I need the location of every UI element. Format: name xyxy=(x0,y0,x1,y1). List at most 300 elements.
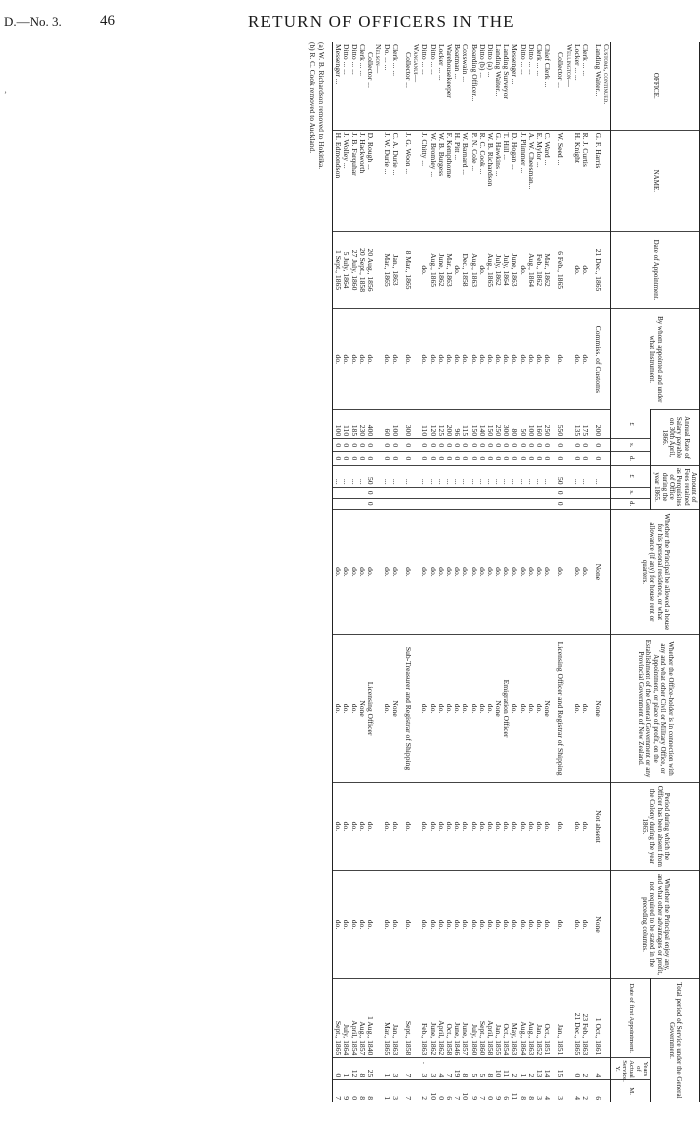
salary-pounds-unit: £ xyxy=(611,410,651,439)
cell-years: 25 xyxy=(366,1058,374,1080)
cell-by-whom: do. xyxy=(437,309,445,410)
cell-name: J. W. Durie ... xyxy=(382,130,390,231)
empty-cell xyxy=(374,465,382,487)
cell-months: 8 xyxy=(527,1080,535,1102)
cell-date: do. xyxy=(420,232,428,309)
cell-by-whom: do. xyxy=(453,309,461,410)
cell-other-office: do. xyxy=(535,635,543,783)
cell-other-office: do. xyxy=(461,635,469,783)
cell-fees-pounds: ... xyxy=(461,465,469,487)
cell-date: Mar., 1865 xyxy=(382,232,390,309)
cell-house: do. xyxy=(358,509,366,635)
cell-fees-pounds: ... xyxy=(420,465,428,487)
cell-years: 15 xyxy=(556,1058,564,1080)
cell-office: Clerk ... ... xyxy=(535,44,545,77)
table-row xyxy=(342,42,350,1102)
cell-emoluments: do. xyxy=(469,871,477,979)
cell-fees-pounds: ... xyxy=(581,465,589,487)
cell-salary-pounds: 125 xyxy=(437,410,445,439)
cell-salary-pounds: 115 xyxy=(461,410,469,439)
cell-first-appointment: Jan., 1855 xyxy=(494,978,502,1057)
cell-salary-pounds: 230 xyxy=(358,410,366,439)
empty-cell xyxy=(564,871,572,979)
cell-fees-pounds: ... xyxy=(350,465,358,487)
cell-first-appointment: Sept., 1860 xyxy=(478,978,486,1057)
cell-other-office: None xyxy=(594,635,602,783)
cell-years: 2 xyxy=(581,1058,589,1080)
cell-absent: do. xyxy=(437,782,445,870)
cell-office: Ditto (b) ... xyxy=(477,44,487,78)
cell-other-office: do. xyxy=(382,635,390,783)
cell-salary-pounds: 250 xyxy=(543,410,551,439)
cell-by-whom: do. xyxy=(556,309,564,410)
cell-salary-shillings: 0 xyxy=(358,439,366,452)
cell-by-whom: do. xyxy=(420,309,428,410)
col-emoluments: Whether the Principal enjoy any, and what other advantages or profit, not required to be stated in the preceding columns. xyxy=(611,871,700,979)
cell-house: None xyxy=(594,509,602,635)
page-header xyxy=(0,10,700,40)
cell-fees-pence xyxy=(573,498,581,509)
cell-first-appointment: 23 Feb., 1863 xyxy=(581,978,589,1057)
empty-cell xyxy=(602,509,611,635)
cell-by-whom: do. xyxy=(350,309,358,410)
cell-date: 1 Sept., 1865 xyxy=(333,232,342,309)
cell-fees-pence xyxy=(437,498,445,509)
cell-fees-shillings xyxy=(445,487,453,498)
cell-salary-shillings: 0 xyxy=(535,439,543,452)
cell-office: Ditto ... ... xyxy=(420,44,430,75)
cell-absent: do. xyxy=(420,782,428,870)
cell-fees-pence xyxy=(535,498,543,509)
cell-months: 8 xyxy=(518,1080,526,1102)
empty-cell xyxy=(412,130,420,231)
cell-house: do. xyxy=(510,509,518,635)
cell-name: C. A. Durie ... xyxy=(391,130,399,231)
cell-fees-pence xyxy=(350,498,358,509)
cell-date: Aug., 1865 xyxy=(428,232,436,309)
cell-salary-pence: 0 xyxy=(494,452,502,465)
cell-name: D. Hogan ... xyxy=(510,130,518,231)
cell-other-office: do. xyxy=(510,635,518,783)
table-row xyxy=(333,42,342,1102)
cell-years: 10 xyxy=(494,1058,502,1080)
cell-salary-pence: 0 xyxy=(573,452,581,465)
cell-months: 10 xyxy=(461,1080,469,1102)
cell-fees-pence xyxy=(518,498,526,509)
cell-absent: do. xyxy=(350,782,358,870)
table-row xyxy=(510,42,518,1102)
cell-absent: do. xyxy=(461,782,469,870)
cell-absent: do. xyxy=(486,782,494,870)
empty-cell xyxy=(602,439,611,452)
cell-house: do. xyxy=(486,509,494,635)
cell-years: 8 xyxy=(461,1058,469,1080)
cell-first-appointment: Jan., 1852 xyxy=(535,978,543,1057)
cell-fees-shillings xyxy=(382,487,390,498)
cell-months: 1 xyxy=(382,1080,390,1102)
cell-salary-pounds: 120 xyxy=(428,410,436,439)
cell-date: 21 Dec., 1865 xyxy=(594,232,602,309)
cell-salary-pence: 0 xyxy=(581,452,589,465)
section-row xyxy=(374,42,382,1102)
cell-salary-pounds: 100 xyxy=(527,410,535,439)
cell-months: 6 xyxy=(594,1080,602,1102)
cell-months: 4 xyxy=(573,1080,581,1102)
empty-cell xyxy=(564,309,572,410)
empty-cell xyxy=(602,232,611,309)
cell-emoluments: do. xyxy=(437,871,445,979)
cell-name: J. Wolley ... xyxy=(342,130,350,231)
cell-salary-pence: 0 xyxy=(518,452,526,465)
empty-cell xyxy=(602,487,611,498)
col-years xyxy=(611,1058,651,1080)
cell-office: Messenger ... xyxy=(333,42,342,130)
cell-fees-shillings xyxy=(391,487,399,498)
cell-months: 3 xyxy=(391,1080,399,1102)
cell-years: 7 xyxy=(445,1058,453,1080)
cell-first-appointment: Oct., 1858 xyxy=(445,978,453,1057)
footnote-a: (a) W. B. Richardson removed to Hokitika. xyxy=(317,42,327,170)
cell-house: do. xyxy=(342,509,350,635)
cell-other-office: do. xyxy=(453,635,461,783)
cell-salary-pounds: 110 xyxy=(342,410,350,439)
table-row xyxy=(469,42,477,1102)
cell-emoluments: do. xyxy=(420,871,428,979)
cell-fees-shillings xyxy=(478,487,486,498)
cell-salary-pence: 0 xyxy=(510,452,518,465)
cell-other-office: do. xyxy=(428,635,436,783)
empty-cell xyxy=(602,1080,611,1102)
cell-absent: do. xyxy=(358,782,366,870)
cell-months: 8 xyxy=(358,1080,366,1102)
empty-cell xyxy=(374,978,382,1057)
cell-by-whom: do. xyxy=(428,309,436,410)
cell-emoluments: do. xyxy=(453,871,461,979)
empty-cell xyxy=(374,452,382,465)
cell-date: 27 July, 1860 xyxy=(350,232,358,309)
cell-salary-pence: 0 xyxy=(594,452,602,465)
empty-cell xyxy=(602,452,611,465)
cell-office: Ditto ... ... xyxy=(518,44,528,75)
cell-fees-pence xyxy=(420,498,428,509)
table-row xyxy=(453,42,461,1102)
cell-first-appointment: June, 1857 xyxy=(461,978,469,1057)
cell-years: 0 xyxy=(333,1058,342,1080)
cell-emoluments: do. xyxy=(535,871,543,979)
cell-first-appointment: Oct., 1854 xyxy=(502,978,510,1057)
cell-fees-pounds: ... xyxy=(518,465,526,487)
table-row xyxy=(461,42,469,1102)
cell-by-whom: do. xyxy=(404,309,412,410)
cell-salary-pounds: 160 xyxy=(535,410,543,439)
cell-date: Jan., 1863 xyxy=(391,232,399,309)
cell-fees-shillings xyxy=(333,487,342,498)
cell-office: Clerk ... ... xyxy=(358,44,368,77)
spacer-cell xyxy=(399,498,404,509)
cell-name: E. Mylor ... xyxy=(535,130,543,231)
cell-salary-shillings: 0 xyxy=(510,439,518,452)
cell-years: 4 xyxy=(437,1058,445,1080)
cell-fees-pence xyxy=(428,498,436,509)
cell-fees-pounds: ... xyxy=(478,465,486,487)
cell-office: Warehousekeeper xyxy=(444,44,454,98)
cell-office: Ditto (a) ... xyxy=(485,44,495,78)
cell-office: Locker ... ... xyxy=(436,44,446,81)
cell-first-appointment: Sept., 1865 xyxy=(333,978,342,1057)
cell-house: do. xyxy=(350,509,358,635)
cell-first-appointment: June, 1846 xyxy=(453,978,461,1057)
cell-emoluments: do. xyxy=(342,871,350,979)
table-row xyxy=(358,42,366,1102)
cell-by-whom: do. xyxy=(486,309,494,410)
cell-absent: do. xyxy=(391,782,399,870)
table-row xyxy=(478,42,486,1102)
cell-fees-pounds: ... xyxy=(453,465,461,487)
cell-salary-pounds: 185 xyxy=(350,410,358,439)
table-row xyxy=(382,42,390,1102)
cell-office: Boarding Officer... xyxy=(469,44,479,102)
cell-salary-pounds: 140 xyxy=(478,410,486,439)
empty-cell xyxy=(412,498,420,509)
cell-salary-pounds: 135 xyxy=(573,410,581,439)
cell-name: G. F. Harris xyxy=(594,130,602,231)
cell-other-office: do. xyxy=(478,635,486,783)
cell-by-whom: do. xyxy=(382,309,390,410)
cell-salary-pence: 0 xyxy=(445,452,453,465)
cell-date: do. xyxy=(518,232,526,309)
cell-salary-pence: 0 xyxy=(382,452,390,465)
cell-other-office: Licensing Officer and Registrar of Shipping xyxy=(556,635,564,783)
cell-months: 7 xyxy=(478,1080,486,1102)
cell-office: Clerk ... ... xyxy=(390,44,400,77)
cell-name: A. W. Cheesman... xyxy=(527,130,535,231)
margin-mark: · xyxy=(422,1058,425,1068)
cell-first-appointment: Jan., 1863 xyxy=(391,978,399,1057)
cell-name: D. Rough ... xyxy=(366,130,374,231)
empty-cell xyxy=(412,465,420,487)
cell-by-whom: do. xyxy=(581,309,589,410)
section-label: Wellington— xyxy=(564,44,574,87)
cell-salary-pounds: 550 xyxy=(556,410,564,439)
cell-salary-shillings: 0 xyxy=(382,439,390,452)
cell-date: 5 July, 1864 xyxy=(342,232,350,309)
cell-salary-pounds: 110 xyxy=(420,410,428,439)
cell-salary-shillings: 0 xyxy=(461,439,469,452)
cell-date: do. xyxy=(581,232,589,309)
col-by-whom: By whom appointed and under what Instrument. xyxy=(611,309,700,410)
cell-salary-shillings: 0 xyxy=(478,439,486,452)
empty-cell xyxy=(564,782,572,870)
cell-absent: do. xyxy=(382,782,390,870)
cell-by-whom: do. xyxy=(342,309,350,410)
rotated-table-frame xyxy=(125,42,700,1138)
cell-first-appointment: April, 1854 xyxy=(350,978,358,1057)
cell-months: 2 xyxy=(581,1080,589,1102)
cell-fees-pounds: 50 xyxy=(366,465,374,487)
cell-absent: do. xyxy=(502,782,510,870)
cell-salary-shillings: 0 xyxy=(527,439,535,452)
cell-years: 11 xyxy=(502,1058,510,1080)
cell-fees-pence xyxy=(461,498,469,509)
cell-salary-pence: 0 xyxy=(358,452,366,465)
section-label: Customs, continued. xyxy=(602,44,612,105)
cell-fees-pounds: ... xyxy=(358,465,366,487)
cell-emoluments: do. xyxy=(581,871,589,979)
cell-fees-pence xyxy=(527,498,535,509)
cell-years: 0 xyxy=(573,1058,581,1080)
empty-cell xyxy=(564,232,572,309)
cell-office: Landing Surveyor xyxy=(502,44,512,100)
cell-fees-shillings: 0 xyxy=(366,487,374,498)
cell-years: 14 xyxy=(543,1058,551,1080)
col-salary: Annual Rate of Salary payable on 30th April, 1866. xyxy=(650,410,699,465)
cell-salary-shillings: 0 xyxy=(350,439,358,452)
empty-cell xyxy=(374,487,382,498)
empty-cell xyxy=(374,232,382,309)
col-date: Date of Appointment. xyxy=(611,232,700,309)
cell-salary-pence: 0 xyxy=(486,452,494,465)
cell-fees-shillings xyxy=(404,487,412,498)
cell-office: Landing Waiter... xyxy=(494,44,504,97)
cell-house: do. xyxy=(333,509,342,635)
cell-salary-shillings: 0 xyxy=(391,439,399,452)
cell-salary-shillings: 0 xyxy=(502,439,510,452)
cell-salary-pounds: 100 xyxy=(333,410,342,439)
table-row xyxy=(366,42,374,1102)
cell-date: 20 Aug., 1856 xyxy=(366,232,374,309)
cell-months: 9 xyxy=(494,1080,502,1102)
page-title: RETURN OF OFFICERS IN THE xyxy=(248,12,515,31)
cell-absent: do. xyxy=(342,782,350,870)
cell-fees-pounds: ... xyxy=(382,465,390,487)
cell-fees-shillings xyxy=(420,487,428,498)
cell-fees-shillings xyxy=(510,487,518,498)
empty-cell xyxy=(564,1058,572,1080)
cell-emoluments: do. xyxy=(445,871,453,979)
cell-fees-pounds: ... xyxy=(510,465,518,487)
cell-by-whom: do. xyxy=(494,309,502,410)
cell-house: do. xyxy=(437,509,445,635)
cell-fees-pounds: ... xyxy=(573,465,581,487)
cell-office: Coxswain ... xyxy=(461,44,471,82)
cell-other-office: do. xyxy=(573,635,581,783)
cell-absent: do. xyxy=(510,782,518,870)
cell-by-whom: do. xyxy=(391,309,399,410)
cell-months: 7 xyxy=(453,1080,461,1102)
cell-emoluments: do. xyxy=(478,871,486,979)
cell-emoluments: do. xyxy=(358,871,366,979)
table-row xyxy=(437,42,445,1102)
cell-months: 4 xyxy=(543,1080,551,1102)
cell-house: do. xyxy=(535,509,543,635)
cell-fees-pounds: ... xyxy=(594,465,602,487)
cell-emoluments: do. xyxy=(461,871,469,979)
cell-years: 1 xyxy=(342,1058,350,1080)
cell-fees-shillings xyxy=(573,487,581,498)
empty-cell xyxy=(564,498,572,509)
cell-years: 5 xyxy=(478,1058,486,1080)
empty-cell xyxy=(374,635,382,783)
col-fees: Amount of Fees retained as Perquisites of Office during the year 1865. xyxy=(650,465,699,509)
cell-months: 9 xyxy=(342,1080,350,1102)
empty-cell xyxy=(374,871,382,979)
empty-cell xyxy=(602,309,611,410)
cell-absent: do. xyxy=(581,782,589,870)
cell-months: 9 xyxy=(469,1080,477,1102)
cell-other-office: do. xyxy=(469,635,477,783)
cell-salary-shillings: 0 xyxy=(445,439,453,452)
empty-cell xyxy=(564,487,572,498)
empty-cell xyxy=(602,410,611,439)
cell-house: do. xyxy=(469,509,477,635)
cell-months: 6 xyxy=(502,1080,510,1102)
cell-fees-shillings xyxy=(469,487,477,498)
cell-absent: do. xyxy=(366,782,374,870)
table-row xyxy=(556,42,564,1102)
cell-absent: do. xyxy=(573,782,581,870)
cell-other-office: do. xyxy=(445,635,453,783)
cell-fees-shillings xyxy=(486,487,494,498)
cell-house: do. xyxy=(518,509,526,635)
cell-emoluments: do. xyxy=(494,871,502,979)
cell-other-office: None xyxy=(358,635,366,783)
cell-months: 0 xyxy=(437,1080,445,1102)
cell-absent: do. xyxy=(527,782,535,870)
empty-cell xyxy=(564,635,572,783)
cell-first-appointment: Aug., 1863 xyxy=(527,978,535,1057)
cell-emoluments: do. xyxy=(527,871,535,979)
cell-salary-pounds: 200 xyxy=(445,410,453,439)
empty-cell xyxy=(602,978,611,1057)
empty-cell xyxy=(374,309,382,410)
cell-absent: do. xyxy=(404,782,412,870)
cell-fees-shillings xyxy=(535,487,543,498)
cell-salary-shillings: 0 xyxy=(420,439,428,452)
cell-fees-pence xyxy=(453,498,461,509)
empty-cell xyxy=(564,465,572,487)
cell-salary-pence: 0 xyxy=(428,452,436,465)
cell-house: do. xyxy=(391,509,399,635)
cell-fees-pounds: ... xyxy=(543,465,551,487)
cell-house: do. xyxy=(502,509,510,635)
cell-salary-pence: 0 xyxy=(461,452,469,465)
empty-cell xyxy=(564,130,572,231)
cell-by-whom: Commiss. of Customs xyxy=(594,309,602,410)
cell-first-appointment: 1 Aug., 1840 xyxy=(366,978,374,1057)
cell-emoluments: do. xyxy=(510,871,518,979)
cell-absent: do. xyxy=(428,782,436,870)
cell-fees-pence xyxy=(510,498,518,509)
cell-salary-pence: 0 xyxy=(404,452,412,465)
empty-cell xyxy=(564,1080,572,1102)
cell-fees-pence: 0 xyxy=(366,498,374,509)
cell-first-appointment: April, 1858 xyxy=(486,978,494,1057)
cell-salary-pounds: 150 xyxy=(486,410,494,439)
cell-name: T. Hill ... xyxy=(502,130,510,231)
cell-years: 3 xyxy=(420,1058,428,1080)
cell-by-whom: do. xyxy=(469,309,477,410)
col-name: NAME. xyxy=(611,130,700,231)
cell-months: 6 xyxy=(445,1080,453,1102)
cell-months: 3 xyxy=(535,1080,543,1102)
cell-absent: Not absent xyxy=(594,782,602,870)
empty-cell xyxy=(374,130,382,231)
cell-fees-shillings xyxy=(518,487,526,498)
cell-fees-pence xyxy=(342,498,350,509)
cell-salary-shillings: 0 xyxy=(543,439,551,452)
cell-name: W. B. Richardson xyxy=(486,130,494,231)
cell-fees-pounds: ... xyxy=(469,465,477,487)
